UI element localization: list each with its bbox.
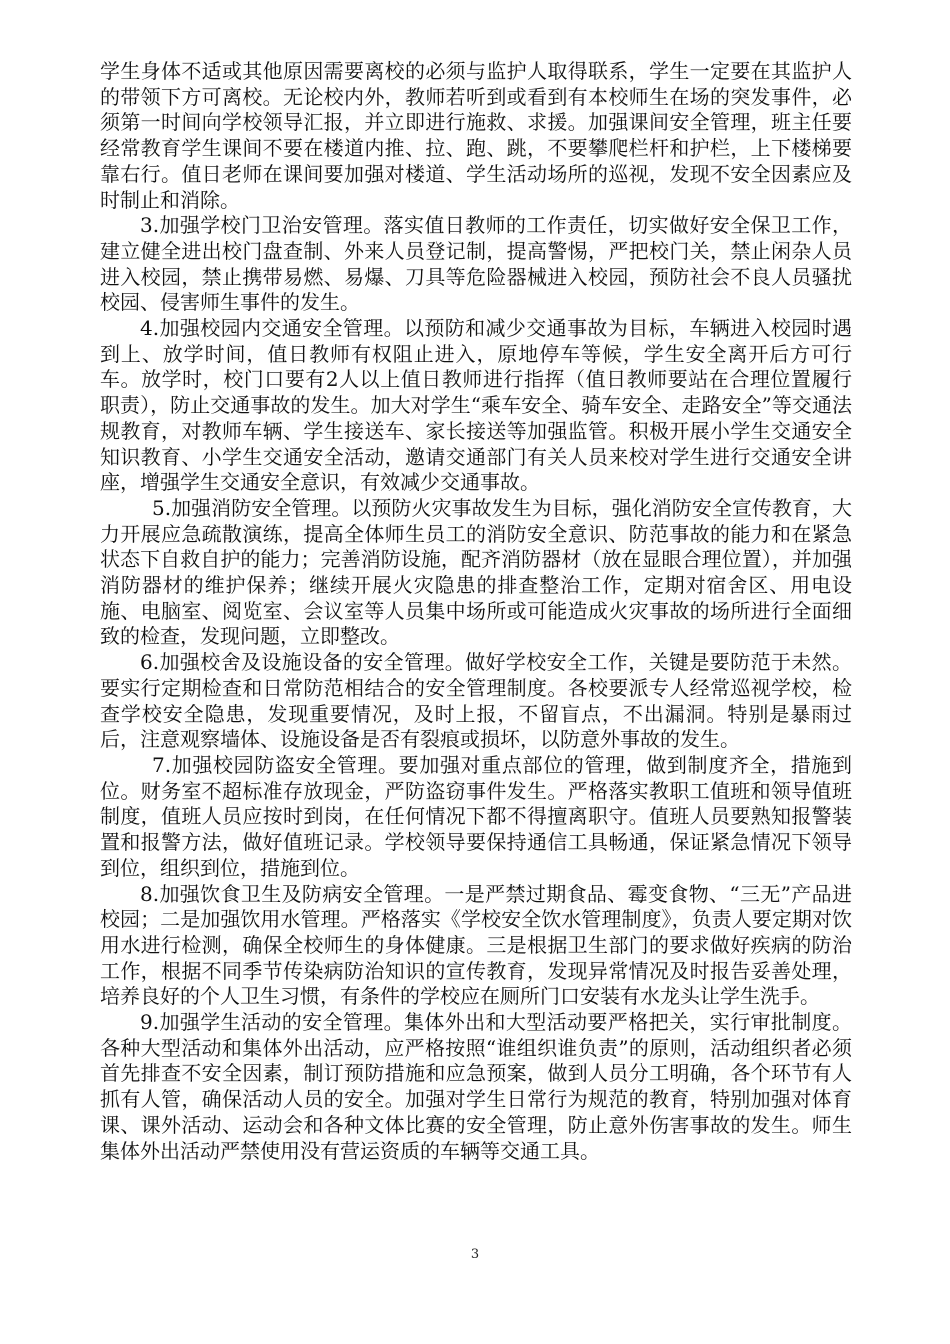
paragraph-7-theft-prevention: 7.加强校园防盗安全管理。要加强对重点部位的管理，做到制度齐全，措施到位。财务室不超标准存放现金，严防盗窃事件发生。严格落实教职工值班和领导值班制度，值班人员应按时到岗，在任何情况下都不得擅离职守。值班人员要熟知报警装置和报警方法，做好值班记录。学校领导要保持通信工具畅通，保证紧急情况下领导到位，组织到位，措施到位。	[100, 752, 852, 880]
page-number: 3	[470, 1247, 480, 1262]
paragraph-8-food-hygiene: 8.加强饮食卫生及防病安全管理。一是严禁过期食品、霉变食物、“三无”产品进校园；二是加强饮用水管理。严格落实《学校安全饮水管理制度》，负责人要定期对饮用水进行检测，确保全校师生的身体健康。三是根据卫生部门的要求做好疾病的防治工作，根据不同季节传染病防治知识的宣传教育，发现异常情况及时报告妥善处理，培养良好的个人卫生习惯，有条件的学校应在厕所门口安装有水龙头让学生洗手。	[100, 881, 852, 1009]
paragraph-6-building-safety: 6.加强校舍及设施设备的安全管理。做好学校安全工作，关键是要防范于未然。要实行定期检查和日常防范相结合的安全管理制度。各校要派专人经常巡视学校，检查学校安全隐患，发现重要情况，及时上报，不留盲点，不出漏洞。特别是暴雨过后，注意观察墙体、设施设备是否有裂痕或损坏，以防意外事故的发生。	[100, 650, 852, 752]
document-body	[100, 59, 852, 1164]
paragraph-5-fire-safety: 5.加强消防安全管理。以预防火灾事故发生为目标，强化消防安全宣传教育，大力开展应急疏散演练，提高全体师生员工的消防安全意识、防范事故的能力和在紧急状态下自救自护的能力；完善消防设施，配齐消防器材（放在显眼合理位置），并加强消防器材的维护保养；继续开展火灾隐患的排查整治工作，定期对宿舍区、用电设施、电脑室、阅览室、会议室等人员集中场所或可能造成火灾事故的场所进行全面细致的检查，发现问题，立即整改。	[100, 495, 852, 649]
paragraph-continuation: 学生身体不适或其他原因需要离校的必须与监护人取得联系，学生一定要在其监护人的带领下方可离校。无论校内外，教师若听到或看到有本校师生在场的突发事件，必须第一时间向学校领导汇报，并立即进行施救、求援。加强课间安全管理，班主任要经常教育学生课间不要在楼道内推、拉、跑、跳，不要攀爬栏杆和护栏，上下楼梯要靠右行。值日老师在课间要加强对楼道、学生活动场所的巡视，发现不安全因素应及时制止和消除。	[100, 59, 852, 212]
paragraph-3-gate-security: 3.加强学校门卫治安管理。落实值日教师的工作责任，切实做好安全保卫工作，建立健全进出校门盘查制、外来人员登记制，提高警惕，严把校门关，禁止闲杂人员进入校园，禁止携带易燃、易爆、刀具等危险器械进入校园，预防社会不良人员骚扰校园、侵害师生事件的发生。	[100, 213, 852, 315]
paragraph-9-activity-safety: 9.加强学生活动的安全管理。集体外出和大型活动要严格把关，实行审批制度。各种大型活动和集体外出活动，应严格按照“谁组织谁负责”的原则，活动组织者必须首先排查不安全因素，制订预防措施和应急预案，做到人员分工明确，各个环节有人抓有人管，确保活动人员的安全。加强对学生日常行为规范的教育，特别加强对体育课、课外活动、运动会和各种文体比赛的安全管理，防止意外伤害事故的发生。师生集体外出活动严禁使用没有营运资质的车辆等交通工具。	[100, 1010, 852, 1163]
paragraph-4-traffic-safety: 4.加强校园内交通安全管理。以预防和减少交通事故为目标，车辆进入校园时遇到上、放学时间，值日教师有权阻止进入，原地停车等候，学生安全离开后方可行车。放学时，校门口要有2人以上值日教师进行指挥（值日教师要站在合理位置履行职责），防止交通事故的发生。加大对学生“乘车安全、骑车安全、走路安全”等交通法规教育，对教师车辆、学生接送车、家长接送等加强监管。积极开展小学生交通安全知识教育、小学生交通安全活动，邀请交通部门有关人员来校对学生进行交通安全讲座，增强学生交通安全意识，有效减少交通事故。	[100, 316, 852, 495]
